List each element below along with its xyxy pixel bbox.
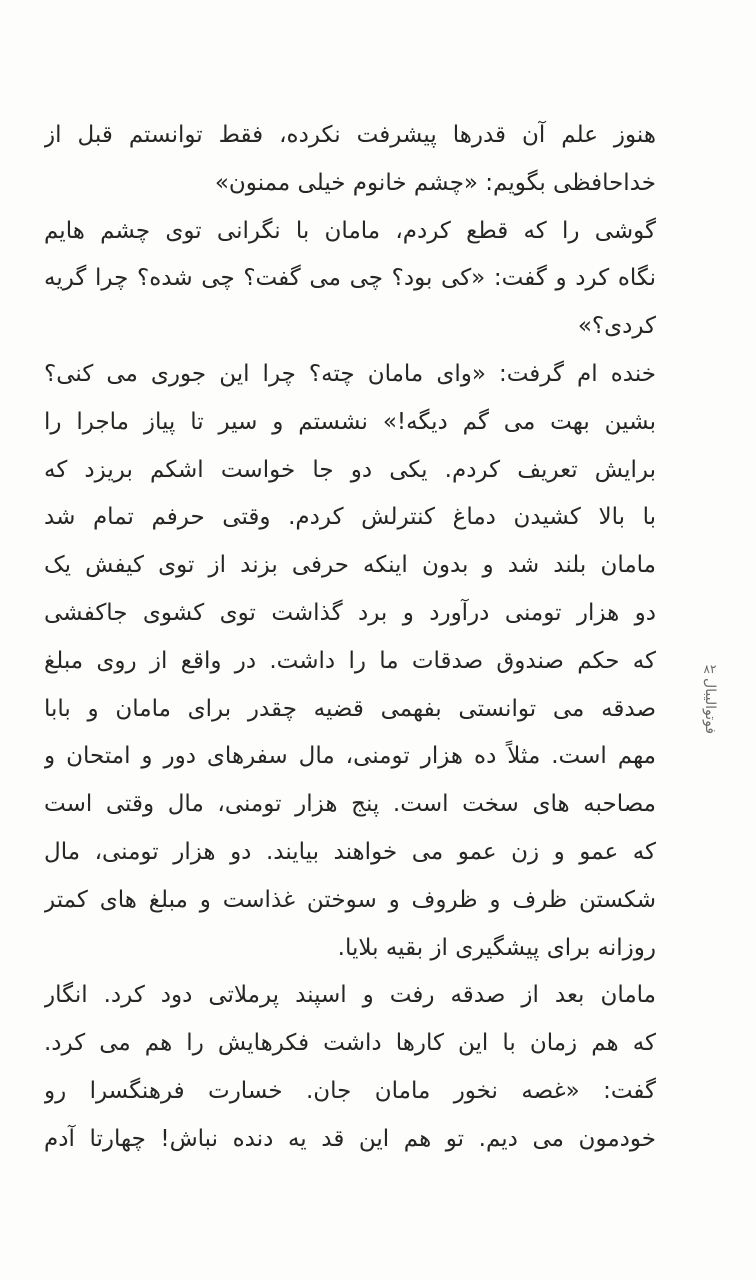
text-line: که هم زمان با این کارها داشت فکرهایش را هم می کرد. bbox=[44, 1030, 656, 1057]
text-line: که حکم صندوق صدقات ما را داشت. در واقع از روی مبلغ bbox=[44, 647, 656, 674]
paragraph-2 bbox=[44, 208, 656, 351]
body-text bbox=[44, 112, 656, 1164]
text-line: روزانه برای پیشگیری از بقیه بلایا. bbox=[337, 934, 656, 961]
text-line: گفت: «غصه نخور مامان جان. خسارت فرهنگسرا رو bbox=[44, 1077, 656, 1104]
paragraph-3 bbox=[44, 351, 656, 972]
page-number: ۸۲ bbox=[703, 662, 717, 676]
text-line: مصاحبه های سخت است. پنج هزار تومنی، مال وقتی است bbox=[44, 791, 656, 818]
text-line: نگاه کرد و گفت: «کی بود؟ چی می گفت؟ چی شده؟ چرا گریه bbox=[44, 265, 656, 292]
text-line: خداحافظی بگویم: «چشم خانوم خیلی ممنون» bbox=[214, 169, 656, 196]
text-line: گوشی را که قطع کردم، مامان با نگرانی توی چشم هایم bbox=[44, 217, 656, 244]
text-line: مامان بعد از صدقه رفت و اسپند پرملاتی دود کرد. انگار bbox=[44, 982, 656, 1009]
text-line: مهم است. مثلاً ده هزار تومنی، مال سفرهای دور و امتحان و bbox=[44, 743, 656, 770]
text-line: صدقه می توانستی بفهمی قضیه چقدر برای مامان و بابا bbox=[44, 695, 656, 722]
text-line: مامان بلند شد و بدون اینکه حرفی بزند از توی کیفش یک bbox=[44, 552, 656, 579]
text-line: که عمو و زن عمو می خواهند بیایند. دو هزار تومنی، مال bbox=[44, 838, 656, 865]
paragraph-1 bbox=[44, 112, 656, 208]
text-line: شکستن ظرف و ظروف و سوختن غذاست و مبلغ های کمتر bbox=[44, 886, 656, 913]
text-line: خودمون می دیم. تو هم این قد یه دنده نباش! چهارتا آدم bbox=[44, 1125, 656, 1152]
text-line: کردی؟» bbox=[577, 313, 656, 340]
text-line: دو هزار تومنی درآورد و برد گذاشت توی کشوی جاکفشی bbox=[44, 599, 656, 626]
book-title: فوتوالیبال bbox=[702, 677, 718, 735]
text-line: هنوز علم آن قدرها پیشرفت نکرده، فقط توانستم قبل از bbox=[44, 122, 656, 148]
text-line: برایش تعریف کردم. یکی دو جا خواست اشکم بریزد که bbox=[44, 456, 656, 483]
text-line: با بالا کشیدن دماغ کنترلش کردم. وقتی حرفم تمام شد bbox=[44, 504, 656, 531]
paragraph-4 bbox=[44, 972, 656, 1163]
page-header bbox=[690, 662, 730, 762]
text-line: بشین بهت می گم دیگه!» نشستم و سیر تا پیاز ماجرا را bbox=[44, 408, 656, 435]
text-line: خنده ام گرفت: «وای مامان چته؟ چرا این جوری می کنی؟ bbox=[44, 360, 656, 387]
